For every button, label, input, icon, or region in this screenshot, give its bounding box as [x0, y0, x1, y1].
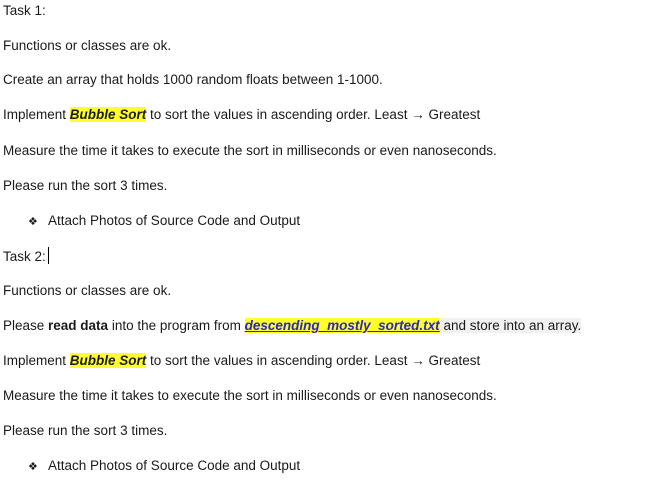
- task1-line-functions: Functions or classes are ok.: [3, 38, 172, 53]
- task2-implement-prefix: Implement: [3, 353, 70, 368]
- task2-read-suffix: and store into an array.: [439, 318, 582, 333]
- task2-bubble-sort-highlight: Bubble Sort: [69, 353, 147, 368]
- task2-bullet-item: [28, 457, 300, 476]
- task2-bullet-text: Attach Photos of Source Code and Output: [48, 458, 301, 473]
- task2-implement-suffix: to sort the values in ascending order. Least → Greatest: [146, 353, 481, 368]
- task1-bullet-text: Attach Photos of Source Code and Output: [48, 213, 301, 228]
- task2-line-measure: Measure the time it takes to execute the sort in milliseconds or even nanoseconds.: [3, 388, 497, 403]
- task2-line-run: Please run the sort 3 times.: [3, 423, 168, 438]
- task2-read-mid: into the program from: [108, 318, 245, 333]
- task1-bubble-sort-highlight: Bubble Sort: [69, 107, 147, 122]
- task1-implement-suffix: to sort the values in ascending order. Least → Greatest: [146, 107, 481, 122]
- task1-implement-prefix: Implement: [3, 107, 70, 122]
- task2-line-read-data: [3, 317, 581, 335]
- task2-filename-link[interactable]: descending_mostly_sorted.txt: [244, 318, 440, 333]
- task2-line-functions: Functions or classes are ok.: [3, 283, 172, 298]
- task1-line-run: Please run the sort 3 times.: [3, 178, 168, 193]
- task2-read-data-bold: read data: [48, 318, 109, 333]
- task2-heading-text: Task 2:: [3, 249, 46, 264]
- task2-read-prefix: Please: [3, 318, 49, 333]
- task1-bullet-item: [28, 212, 300, 231]
- task2-heading: [3, 247, 49, 266]
- diamond-bullet-icon: ❖: [28, 461, 38, 473]
- task1-heading: Task 1:: [3, 3, 46, 18]
- task1-line-implement: [3, 106, 480, 124]
- task2-line-implement: [3, 352, 480, 370]
- task1-line-measure: Measure the time it takes to execute the sort in milliseconds or even nanoseconds.: [3, 143, 497, 158]
- diamond-bullet-icon: ❖: [28, 216, 38, 228]
- task1-line-create-array: Create an array that holds 1000 random floats between 1-1000.: [3, 72, 383, 87]
- text-cursor: [48, 247, 49, 264]
